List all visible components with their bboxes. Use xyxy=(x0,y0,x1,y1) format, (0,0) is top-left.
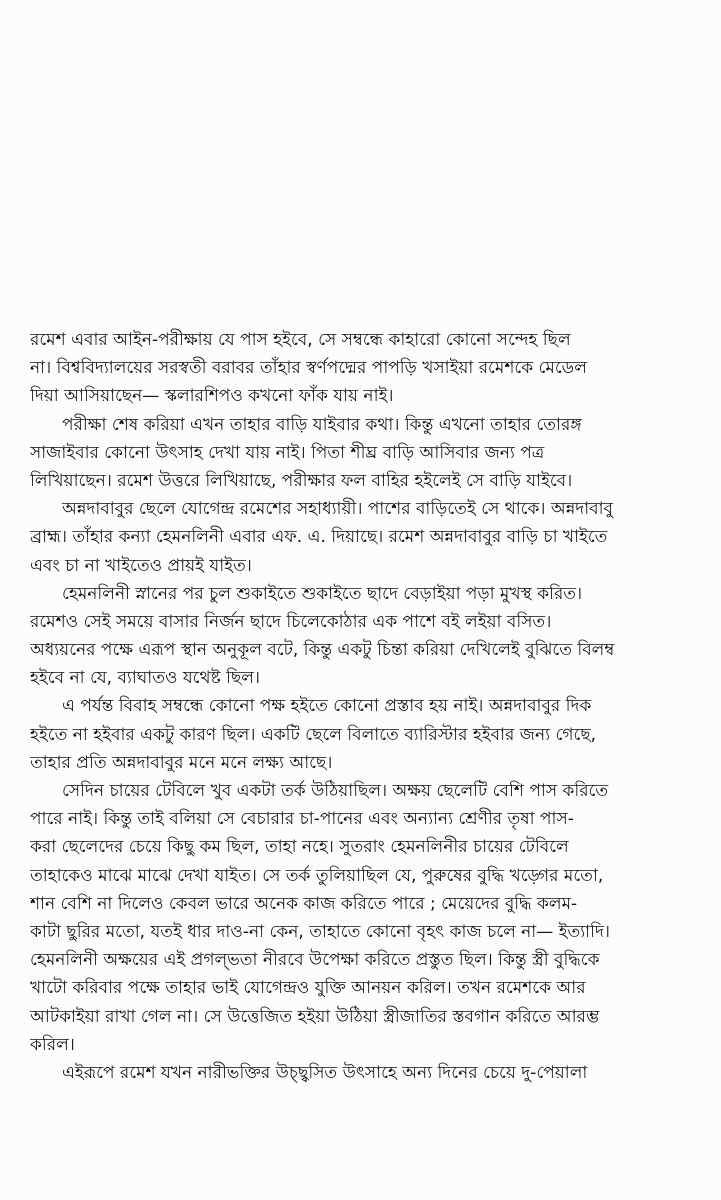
text-line: সাজাইবার কোনো উৎসাহ দেখা যায় নাই। পিতা শীঘ্র বাড়ি আসিবার জন্য পত্র xyxy=(30,442,545,463)
paragraph-start-line: হেমনলিনী স্নানের পর চুল শুকাইতে শুকাইতে ছাদে বেড়াইয়া পড়া মুখস্থ করিত। xyxy=(62,583,583,604)
text-line: খাটো করিবার পক্ষে তাহার ভাই যোগেন্দ্রও যুক্তি আনয়ন করিল। তখন রমেশকে আর xyxy=(30,978,586,999)
text-line: কাটা ছুরির মতো, যতই ধার দাও-না কেন, তাহাতে কোনো বৃহৎ কাজ চলে না— ইত্যাদি। xyxy=(30,921,610,942)
text-line: করা ছেলেদের চেয়ে কিছু কম ছিল, তাহা নহে। সুতরাং হেমনলিনীর চায়ের টেবিলে xyxy=(30,837,569,858)
text-line: তাহাকেও মাঝে মাঝে দেখা যাইত। সে তর্ক তুলিয়াছিল যে, পুরুষের বুদ্ধি খড়্গের মতো, xyxy=(30,865,604,886)
text-line: লিখিয়াছেন। রমেশ উত্তরে লিখিয়াছে, পরীক্ষার ফল বাহির হইলেই সে বাড়ি যাইবে। xyxy=(30,470,573,491)
text-line: আটকাইয়া রাখা গেল না। সে উত্তেজিত হইয়া উঠিয়া স্ত্রীজাতির স্তবগান করিতে আরম্ভ xyxy=(30,1006,600,1027)
text-line: শান বেশি না দিলেও কেবল ভারে অনেক কাজ করিতে পারে ; মেয়েদের বুদ্ধি কলম- xyxy=(30,893,578,914)
text-line: করিল। xyxy=(30,1034,75,1055)
text-line: দিয়া আসিয়াছেন— স্কলারশিপও কখনো ফাঁক যায় নাই। xyxy=(30,386,394,407)
text-line: হইতে না হইবার একটু কারণ ছিল। একটি ছেলে বিলাতে ব্যারিস্টার হইবার জন্য গেছে, xyxy=(30,724,597,745)
text-line: ব্রাহ্ম। তাঁহার কন্যা হেমনলিনী এবার এফ. এ. দিয়াছে। রমেশ অন্নদাবাবুর বাড়ি চা খাইতে xyxy=(30,527,608,548)
text-line: এবং চা না খাইতেও প্রায়ই যাইত। xyxy=(30,555,252,576)
text-line: হইবে না যে, ব্যাঘাতও যথেষ্ট ছিল। xyxy=(30,668,261,689)
text-line: অধ্যয়নের পক্ষে এরূপ স্থান অনুকূল বটে, কিন্তু একটু চিন্তা করিয়া দেখিলেই বুঝিতে বিলম্ব xyxy=(30,640,615,661)
text-line: পারে নাই। কিন্তু তাই বলিয়া সে বেচারার চা-পানের এবং অন্যান্য শ্রেণীর তৃষা পাস- xyxy=(30,809,574,830)
body-text xyxy=(30,326,706,1087)
text-line: হেমনলিনী অক্ষয়ের এই প্রগল্‌ভতা নীরবে উপেক্ষা করিতে প্রস্তুত ছিল। কিন্তু স্ত্রী বুদ্ধিকে xyxy=(30,950,600,971)
paragraph-start-line: এ পর্যন্ত বিবাহ সম্বন্ধে কোনো পক্ষ হইতে কোনো প্রস্তাব হয় নাই। অন্নদাবাবুর দিক xyxy=(62,696,592,717)
paragraph-start-line: পরীক্ষা শেষ করিয়া এখন তাহার বাড়ি যাইবার কথা। কিন্তু এখনো তাহার তোরঙ্গ xyxy=(62,414,582,435)
paragraph-start-line: অন্নদাবাবুর ছেলে যোগেন্দ্র রমেশের সহাধ্যায়ী। পাশের বাড়িতেই সে থাকে। অন্নদাবাবু xyxy=(62,499,614,520)
text-line: তাহার প্রতি অন্নদাবাবুর মনে মনে লক্ষ্য আছে। xyxy=(30,752,333,773)
paragraph-start-line: এইরূপে রমেশ যখন নারীভক্তির উচ্ছ্বসিত উৎসাহে অন্য দিনের চেয়ে দু-পেয়ালা xyxy=(62,1062,588,1083)
text-line: রমেশও সেই সময়ে বাসার নির্জন ছাদে চিলেকোঠার এক পাশে বই লইয়া বসিত। xyxy=(30,611,552,632)
paragraph-start-line: সেদিন চায়ের টেবিলে খুব একটা তর্ক উঠিয়াছিল। অক্ষয় ছেলেটি বেশি পাস করিতে xyxy=(62,781,609,801)
text-line: না। বিশ্ববিদ্যালয়ের সরস্বতী বরাবর তাঁহার স্বর্ণপদ্মের পাপড়ি খসাইয়া রমেশকে মেডেল xyxy=(30,358,587,379)
text-line: রমেশ এবার আইন-পরীক্ষায় যে পাস হইবে, সে সম্বন্ধে কাহারো কোনো সন্দেহ ছিল xyxy=(30,330,571,350)
